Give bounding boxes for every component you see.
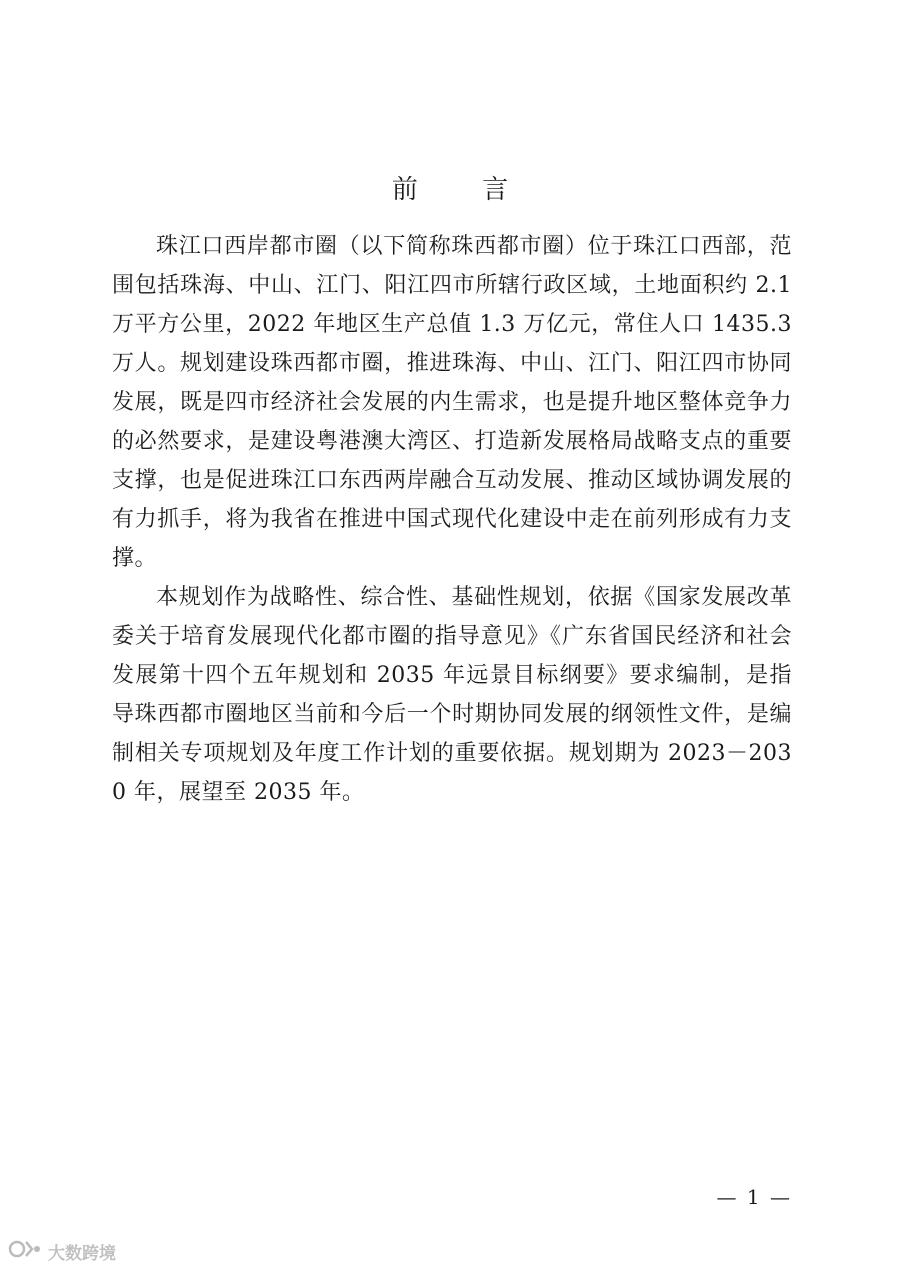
body-text <box>112 227 792 812</box>
paragraph-basis: 本规划作为战略性、综合性、基础性规划，依据《国家发展改革委关于培育发展现代化都市圈的指导意见》《广东省国民经济和社会发展第十四个五年规划和 2035 年远景目标纲要》要求编制，是指导珠西都市圈地区当前和今后一个时期协同发展的纲领性文件，是编制相关专项规划及年度工作计划的重要依据。规划期为 2023－2030 年，展望至 2035 年。 <box>112 585 792 805</box>
watermark-text: 大数跨境 <box>48 1244 116 1264</box>
page-number: — 1 — <box>716 1185 792 1209</box>
paragraph-intro: 珠江口西岸都市圈（以下简称珠西都市圈）位于珠江口西部，范围包括珠海、中山、江门、阳江四市所辖行政区域，土地面积约 2.1 万平方公里，2022 年地区生产总值 1.3 万亿元，常住人口 1435.3 万人。规划建设珠西都市圈，推进珠海、中山、江门、阳江四市协同发展，既是四市经济社会发展的内生需求，也是提升地区整体竞争力的必然要求，是建设粤港澳大湾区、打造新发展格局战略支点的重要支撑，也是促进珠江口东西两岸融合互动发展、推动区域协调发展的有力抓手，将为我省在推进中国式现代化建设中走在前列形成有力支撑。 <box>112 234 792 571</box>
page-title: 前 言 <box>391 175 537 205</box>
watermark <box>8 1238 116 1265</box>
logo-icon <box>8 1238 42 1265</box>
